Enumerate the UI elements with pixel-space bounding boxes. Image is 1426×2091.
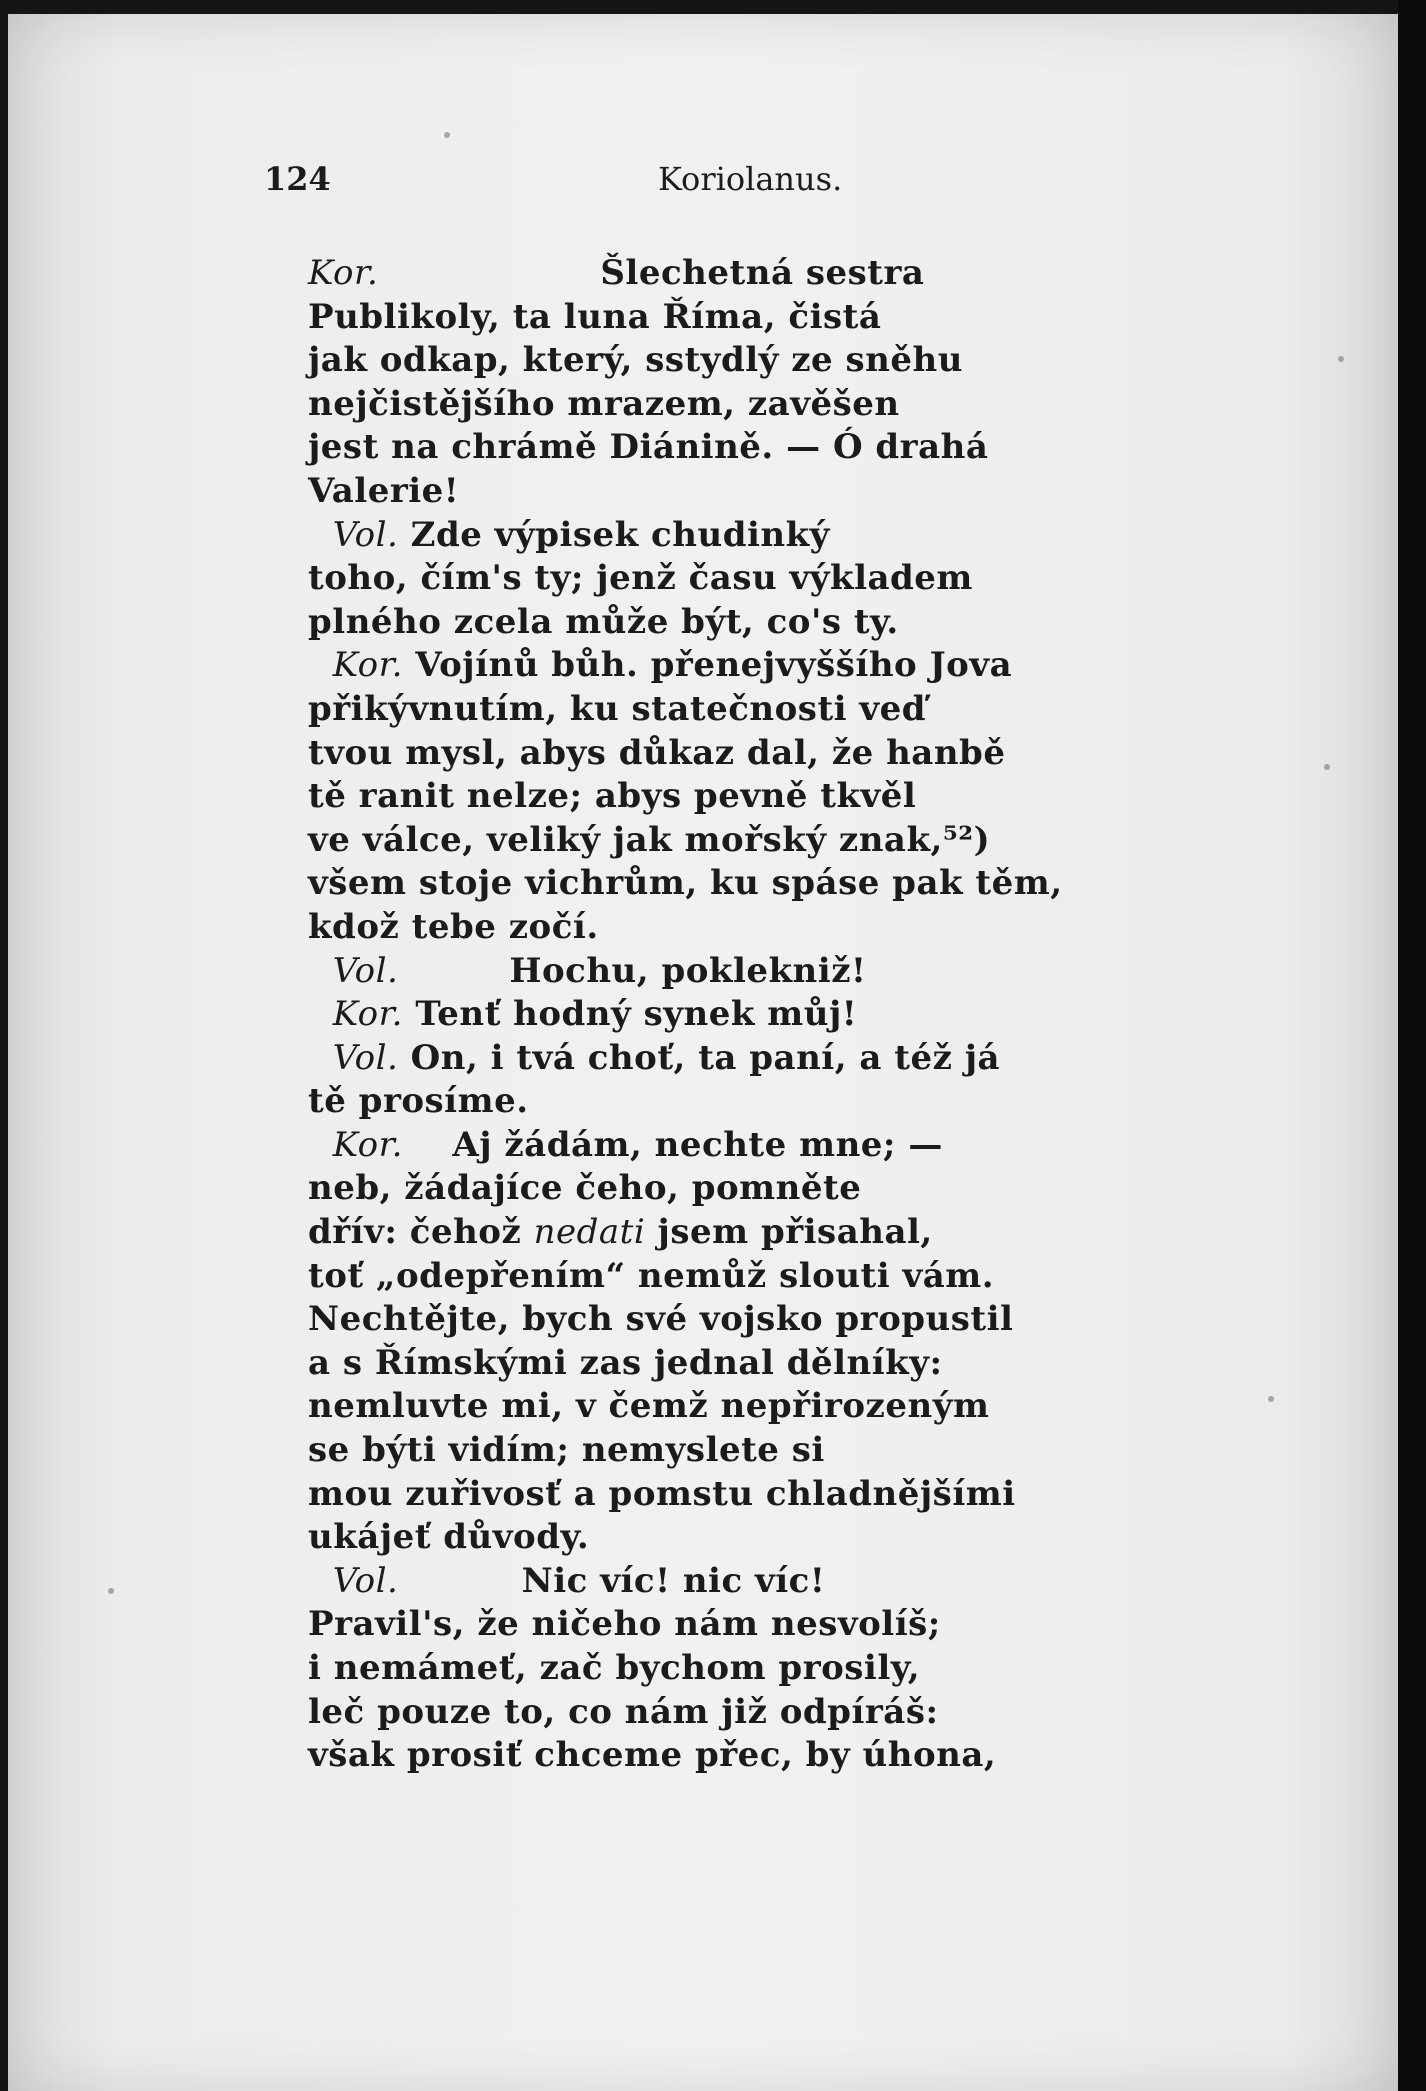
- speaker-name: Kor.: [332, 1124, 403, 1165]
- verse-text-span: toho, čím's ty; jenž času výkladem: [308, 558, 973, 599]
- verse-line: [308, 1734, 1068, 1778]
- verse-text-span: ve válce, veliký jak mořský znak,⁵²): [308, 819, 991, 860]
- verse-text-span: kdož tebe zočí.: [308, 906, 599, 947]
- page-number: 124: [264, 160, 331, 198]
- verse-line: [308, 1124, 1068, 1168]
- verse-text-span: se býti vidím; nemyslete si: [308, 1430, 825, 1471]
- verse-text-span: Hochu, pokleknіž!: [509, 950, 867, 991]
- verse-line: [308, 470, 1068, 514]
- speck: [1324, 764, 1330, 770]
- speaker-name: Kor.: [332, 994, 403, 1035]
- verse-line: [308, 688, 1068, 732]
- verse-text-span: Pravil's, že ničeho nám nesvolíš;: [308, 1604, 941, 1645]
- verse-line: [308, 993, 1068, 1037]
- verse-text-span: Zde výpisek chudinký: [410, 514, 830, 555]
- verse-text: [308, 252, 1068, 1778]
- verse-line: [308, 732, 1068, 776]
- verse-text-span: všem stoje vichrům, ku spáse pak těm,: [308, 863, 1063, 904]
- verse-line: [308, 1211, 1068, 1255]
- verse-text-span: jsem přisahal,: [645, 1212, 933, 1253]
- verse-text-span: Vojínů bůh. přenejvyššího Jova: [415, 645, 1013, 686]
- speaker-name: Kor.: [332, 645, 403, 686]
- verse-text-span: Nechtějte, bych své vojsko propustil: [308, 1299, 1014, 1340]
- verse-line: [308, 296, 1068, 340]
- verse-line: [308, 1167, 1068, 1211]
- speck: [1268, 1396, 1274, 1402]
- speck: [108, 1588, 114, 1594]
- verse-text-span: přikývnutím, ku statečnosti veď: [308, 688, 927, 729]
- verse-line: [308, 1342, 1068, 1386]
- verse-line: [308, 1603, 1068, 1647]
- verse-line: [308, 1255, 1068, 1299]
- emphasis-word: nedati: [533, 1212, 646, 1253]
- verse-line: [308, 601, 1068, 645]
- verse-text-span: toť „odepřením“ nemůž slouti vám.: [308, 1255, 995, 1296]
- verse-text-span: jest na chrámě Diánině. — Ó drahá: [308, 427, 989, 468]
- verse-text-span: Publikoly, ta luna Říma, čistá: [308, 296, 882, 337]
- verse-line: [308, 1429, 1068, 1473]
- speaker-name: Vol.: [332, 1560, 399, 1601]
- verse-line: [308, 557, 1068, 601]
- verse-line: [308, 1080, 1068, 1124]
- verse-text-span: Aj žádám, nechte mne; —: [452, 1124, 943, 1165]
- verse-line: [308, 339, 1068, 383]
- speaker-name: Vol.: [332, 514, 399, 555]
- verse-fragment: dřív: čehož: [308, 1212, 534, 1253]
- verse-text-span: mou zuřivosť a pomstu chladnějšími: [308, 1473, 1016, 1514]
- verse-line: [308, 862, 1068, 906]
- verse-text-span: tě prosíme.: [308, 1081, 529, 1122]
- verse-text-span: Nic víc! nic víc!: [521, 1560, 826, 1601]
- verse-line: [308, 644, 1068, 688]
- verse-text-span: neb, žádajíce čeho, pomněte: [308, 1168, 862, 1209]
- verse-line: [308, 514, 1068, 558]
- verse-text-span: i nemámeť, zač bychom prosily,: [308, 1648, 921, 1688]
- verse-text-span: On, i tvá choť, ta paní, a též já: [410, 1037, 1001, 1078]
- verse-text-span: a s Římskými zas jednal dělníky:: [308, 1342, 943, 1383]
- verse-line: [308, 819, 1068, 863]
- verse-text-span: nemluvte mi, v čemž nepřirozeným: [308, 1386, 990, 1427]
- verse-line: [308, 1385, 1068, 1429]
- speck: [444, 132, 450, 138]
- verse-line: [308, 1691, 1068, 1735]
- verse-line: [308, 1037, 1068, 1081]
- verse-line: [308, 1647, 1068, 1691]
- verse-line: [308, 1473, 1068, 1517]
- verse-line: [308, 252, 1068, 296]
- verse-text-span: Tenť hodný synek můj!: [415, 994, 858, 1035]
- verse-text-span: nejčistějšího mrazem, zavěšen: [308, 383, 900, 424]
- verse-text-span: však prosiť chceme přec, by úhona,: [308, 1735, 997, 1776]
- verse-line: [308, 775, 1068, 819]
- speaker-name: Vol.: [332, 1037, 399, 1078]
- verse-line: [308, 383, 1068, 427]
- verse-text-span: leč pouze to, co nám již odpíráš:: [308, 1691, 939, 1732]
- speck: [1338, 356, 1344, 362]
- running-title: Koriolanus.: [658, 160, 843, 198]
- verse-text-span: jak odkap, který, sstydlý ze sněhu: [308, 340, 963, 381]
- verse-text-span: tvou mysl, abys důkaz dal, že hanbě: [308, 732, 1006, 773]
- verse-text-span: Šlechetná sestra: [600, 253, 925, 293]
- verse-line: [308, 1560, 1068, 1604]
- verse-line: [308, 1298, 1068, 1342]
- verse-text-span: Valerie!: [308, 470, 460, 511]
- verse-text-span: plného zcela může být, co's ty.: [308, 601, 899, 642]
- verse-text-span: tě ranit nelze; abys pevně tkvěl: [308, 776, 917, 817]
- page-edge-shadow: [1398, 0, 1426, 2091]
- verse-line: [308, 950, 1068, 994]
- verse-line: [308, 906, 1068, 950]
- speaker-name: Vol.: [332, 950, 399, 991]
- verse-line: [308, 426, 1068, 470]
- verse-line: [308, 1516, 1068, 1560]
- verse-text-span: ukájeť důvody.: [308, 1517, 590, 1558]
- speaker-name: Kor.: [308, 253, 379, 293]
- running-header: [0, 160, 1426, 210]
